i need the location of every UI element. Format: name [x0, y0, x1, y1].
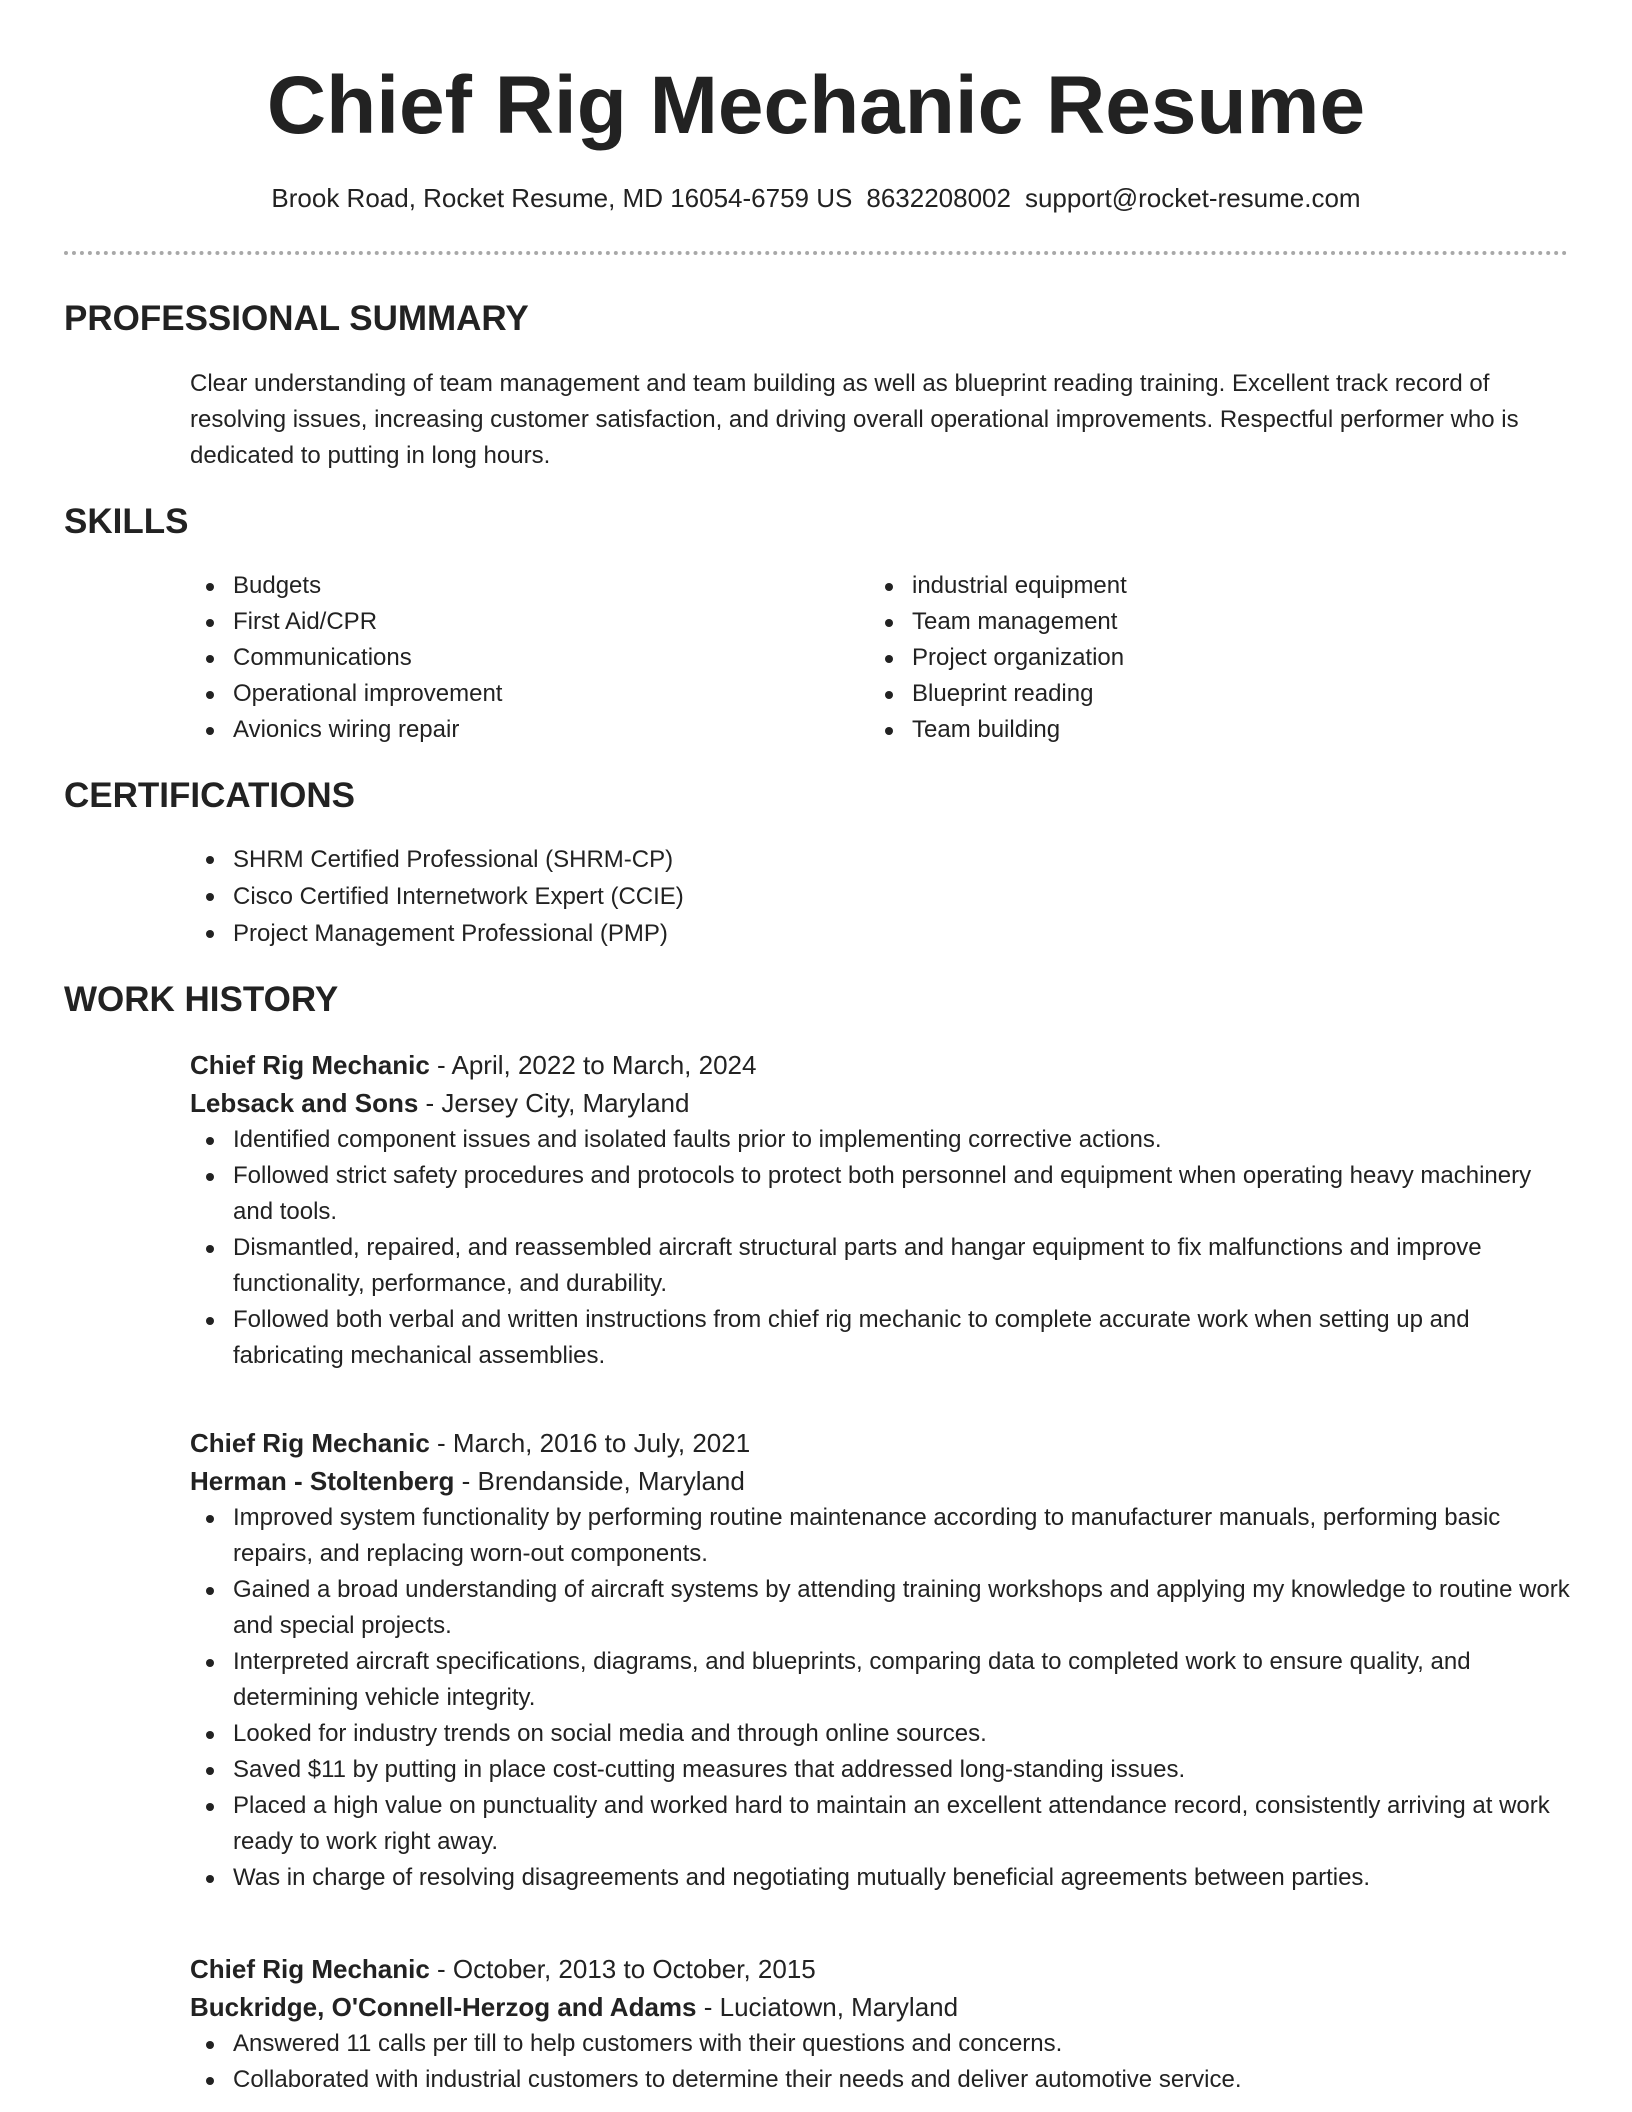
skill-item: industrial equipment	[869, 568, 1509, 604]
page-title: Chief Rig Mechanic Resume	[266, 60, 1366, 151]
job-bullet: Gained a broad understanding of aircraft systems by attending training workshops and applying my knowledge to routine work and special projects.	[190, 1572, 1570, 1644]
certifications-list	[190, 841, 1570, 952]
job-bullets	[190, 1500, 1570, 1896]
job-entry	[190, 1424, 1570, 1896]
job-title-line	[190, 1046, 1570, 1084]
certifications-heading: CERTIFICATIONS	[64, 776, 356, 815]
skill-item: Communications	[190, 640, 830, 676]
header-divider	[64, 251, 1568, 255]
skill-item: Budgets	[190, 568, 830, 604]
job-bullet: Saved $11 by putting in place cost-cutting measures that addressed long-standing issues.	[190, 1752, 1570, 1788]
job-company-line	[190, 1462, 1570, 1500]
job-bullet: Collaborated with industrial customers to determine their needs and deliver automotive service.	[190, 2062, 1570, 2098]
job-title: Chief Rig Mechanic	[190, 1050, 430, 1080]
job-bullets	[190, 1122, 1570, 1374]
job-bullet: Looked for industry trends on social media and through online sources.	[190, 1716, 1570, 1752]
job-bullets	[190, 2026, 1570, 2098]
job-bullet: Followed both verbal and written instructions from chief rig mechanic to complete accurate work when setting up and fabricating mechanical assemblies.	[190, 1302, 1570, 1374]
job-bullet: Dismantled, repaired, and reassembled aircraft structural parts and hangar equipment to fix malfunctions and improve functionality, performance, and durability.	[190, 1230, 1570, 1302]
job-location: - Brendanside, Maryland	[454, 1466, 745, 1496]
contact-info	[0, 180, 1632, 216]
job-entry	[190, 1950, 1570, 2098]
job-company-line	[190, 1988, 1570, 2026]
job-title-line	[190, 1950, 1570, 1988]
skill-item: Team management	[869, 604, 1509, 640]
contact-email: support@rocket-resume.com	[1024, 183, 1361, 213]
contact-phone: 8632208002	[866, 183, 1011, 213]
certification-item: SHRM Certified Professional (SHRM-CP)	[190, 841, 1570, 878]
job-bullet: Was in charge of resolving disagreements and negotiating mutually beneficial agreements between parties.	[190, 1860, 1570, 1896]
job-location: - Jersey City, Maryland	[418, 1088, 690, 1118]
work-history-heading: WORK HISTORY	[64, 980, 339, 1019]
job-company: Lebsack and Sons	[190, 1088, 419, 1118]
certification-item: Cisco Certified Internetwork Expert (CCIE)	[190, 878, 1570, 915]
job-bullet: Interpreted aircraft specifications, diagrams, and blueprints, comparing data to completed work to ensure quality, and determining vehicle integrity.	[190, 1644, 1570, 1716]
job-bullet: Answered 11 calls per till to help customers with their questions and concerns.	[190, 2026, 1570, 2062]
skills-list-left	[190, 568, 830, 748]
job-title: Chief Rig Mechanic	[190, 1428, 430, 1458]
skill-item: Project organization	[869, 640, 1509, 676]
job-company: Herman - Stoltenberg	[190, 1466, 455, 1496]
skill-item: Team building	[869, 712, 1509, 748]
job-dates: - March, 2016 to July, 2021	[429, 1428, 751, 1458]
job-dates: - October, 2013 to October, 2015	[429, 1954, 816, 1984]
job-company-line	[190, 1084, 1570, 1122]
certification-item: Project Management Professional (PMP)	[190, 915, 1570, 952]
summary-heading: PROFESSIONAL SUMMARY	[64, 299, 529, 338]
skill-item: First Aid/CPR	[190, 604, 830, 640]
skill-item: Operational improvement	[190, 676, 830, 712]
job-bullet: Followed strict safety procedures and protocols to protect both personnel and equipment when operating heavy machinery and tools.	[190, 1158, 1570, 1230]
job-bullet: Improved system functionality by performing routine maintenance according to manufacturer manuals, performing basic repairs, and replacing worn-out components.	[190, 1500, 1570, 1572]
job-company: Buckridge, O'Connell-Herzog and Adams	[190, 1992, 697, 2022]
skill-item: Avionics wiring repair	[190, 712, 830, 748]
job-title-line	[190, 1424, 1570, 1462]
skills-heading: SKILLS	[64, 502, 189, 541]
contact-address: Brook Road, Rocket Resume, MD 16054-6759 US	[271, 183, 853, 213]
job-dates: - April, 2022 to March, 2024	[429, 1050, 757, 1080]
summary-text: Clear understanding of team management and team building as well as blueprint reading training. Excellent track record of resolving issues, increasing customer satisfaction, and driving overall operational improvements. Respectful performer who is dedicated to putting in long hours.	[190, 370, 1519, 469]
job-bullet: Identified component issues and isolated faults prior to implementing corrective actions.	[190, 1122, 1570, 1158]
job-bullet: Placed a high value on punctuality and worked hard to maintain an excellent attendance record, consistently arriving at work ready to work right away.	[190, 1788, 1570, 1860]
job-title: Chief Rig Mechanic	[190, 1954, 430, 1984]
skills-list-right	[869, 568, 1509, 748]
job-entry	[190, 1046, 1570, 1374]
skill-item: Blueprint reading	[869, 676, 1509, 712]
job-location: - Luciatown, Maryland	[696, 1992, 959, 2022]
